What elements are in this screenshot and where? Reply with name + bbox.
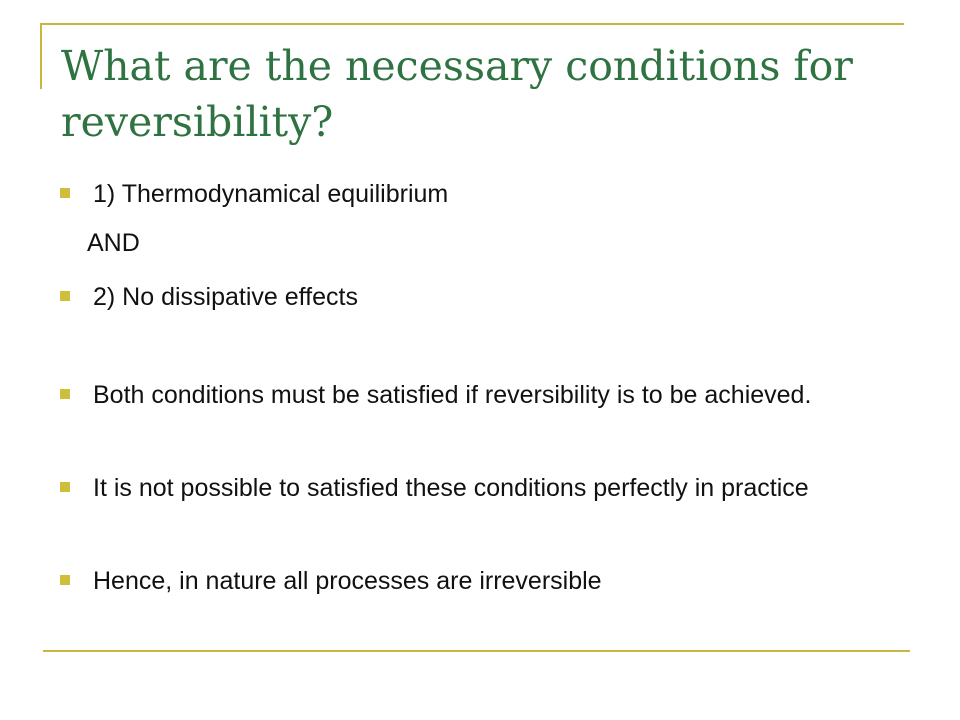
bullet-square-icon xyxy=(60,291,70,301)
bullet-square-icon xyxy=(60,389,70,399)
bullet-text: Both conditions must be satisfied if reversibility is to be achieved. xyxy=(93,381,812,409)
bullet-text: It is not possible to satisfied these conditions perfectly in practice xyxy=(93,474,809,502)
frame-line-bottom xyxy=(43,650,910,652)
slide-title: What are the necessary conditions for reversibility? xyxy=(61,42,853,146)
connector-text: AND xyxy=(87,229,140,257)
bullet-text: Hence, in nature all processes are irreversible xyxy=(93,567,602,595)
bullet-text: 1) Thermodynamical equilibrium xyxy=(93,180,449,208)
bullet-text: 2) No dissipative effects xyxy=(93,283,358,311)
bullet-square-icon xyxy=(60,188,70,198)
bullet-square-icon xyxy=(60,575,70,585)
bullet-square-icon xyxy=(60,482,70,492)
